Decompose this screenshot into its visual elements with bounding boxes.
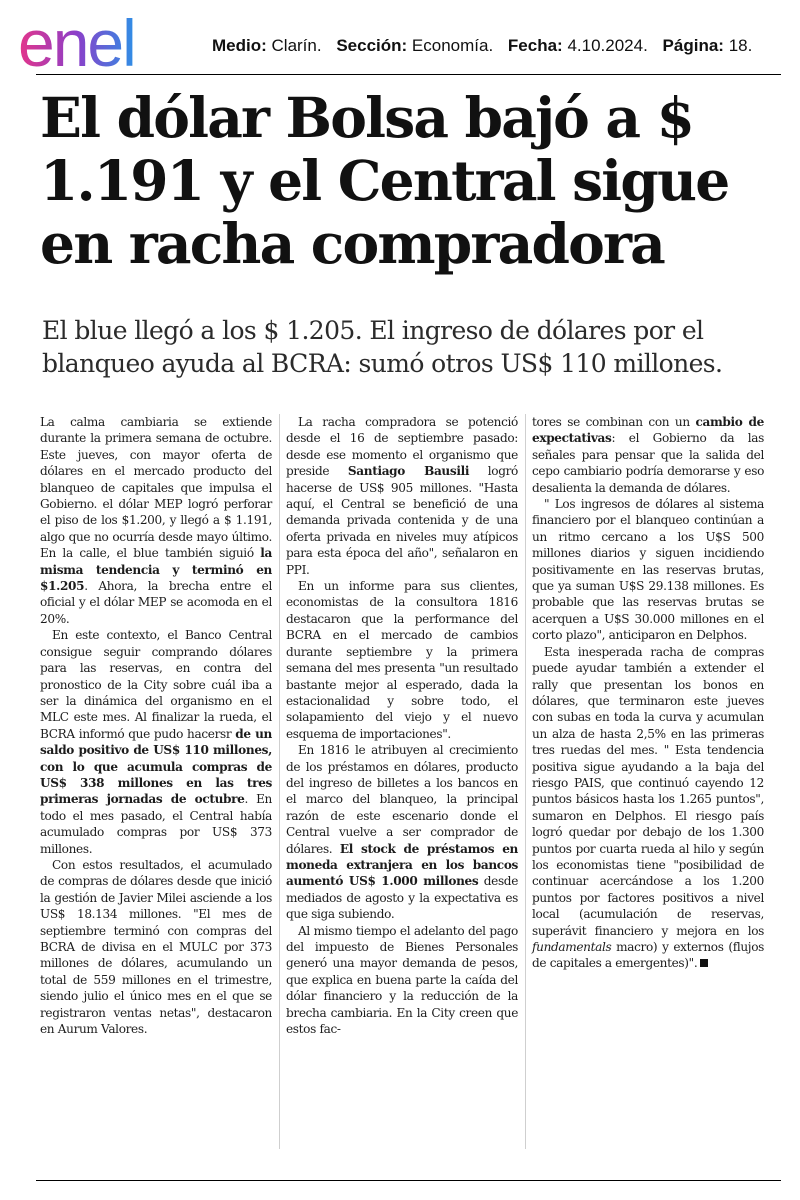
italic-text: fundamentals bbox=[532, 940, 612, 954]
paragraph bbox=[532, 414, 764, 496]
column-1 bbox=[40, 414, 272, 1037]
text-run: tores se combinan con un bbox=[532, 415, 696, 429]
bold-text: de un saldo positivo de US$ 110 millones, con lo que acumula compras de US$ 338 millones en las tres primeras jornadas de octubre bbox=[40, 726, 272, 807]
paragraph: Con estos resultados, el acumulado de compras de dólares desde que inició la gestión de Javier Milei asciende a los US$ 18.134 millones. "El mes de septiembre terminó con compras del BCRA de divisa en el MULC por 373 millones de dólares, acumulando un total de 559 millones en el trimestre, siendo julio el único mes en el que se registraron ventas netas", destacaron en Aurum Valores. bbox=[40, 857, 272, 1037]
pagina-label: Página: bbox=[662, 36, 724, 55]
paragraph: Al mismo tiempo el adelanto del pago del impuesto de Bienes Personales generó una mayor demanda de pesos, que explica en buena parte la caída del dólar financiero y la reducción de la brecha cambiaria. En la City creen que estos fac- bbox=[286, 923, 518, 1037]
medio-value: Clarín. bbox=[271, 36, 322, 55]
fecha-label: Fecha: bbox=[507, 36, 563, 55]
paragraph bbox=[286, 742, 518, 922]
text-run: logró hacerse de US$ 905 millones. "Hasta aquí, el Central se benefició de una demanda privada contenida y de una oferta privada en niveles muy atípicos para esta época del año", señalaron en PPI. bbox=[286, 464, 518, 577]
paragraph bbox=[286, 414, 518, 578]
text-run: La racha compradora se potenció desde el 16 de septiembre pasado: desde ese momento el organismo que preside bbox=[286, 415, 518, 479]
article-headline: El dólar Bolsa bajó a $ 1.191 y el Central sigue en racha compradora bbox=[40, 85, 729, 276]
bold-text: la misma tendencia y terminó en $1.205 bbox=[40, 546, 272, 594]
logo-text: enel bbox=[18, 8, 135, 74]
column-2 bbox=[286, 414, 518, 1037]
text-run: desde mediados de agosto y la expectativa es que siga subiendo. bbox=[286, 874, 519, 922]
text-run: macro) y externos (flujos de capitales a emergentes)". bbox=[532, 940, 764, 971]
paragraph: " Los ingresos de dólares al sistema financiero por el blanqueo continúan a un ritmo cercano a los U$S 500 millones diarios y siguen incidiendo positivamente en las reservas brutas, que ya suman U$S 29.138 millones. Es probable que las reservas brutas se acerquen a U$S 30.000 millones en el corto plazo", anticiparon en Delphos. bbox=[532, 497, 764, 643]
paragraph bbox=[40, 414, 272, 627]
paragraph bbox=[532, 644, 764, 972]
publication-meta bbox=[212, 36, 752, 56]
end-of-article-mark bbox=[700, 959, 708, 967]
text-run: . Ahora, la brecha entre el oficial y el dólar MEP se acomoda en el 20%. bbox=[40, 579, 272, 626]
seccion-value: Economía. bbox=[411, 36, 494, 55]
text-run: Esta inesperada racha de compras puede ayudar también a extender el rally que presentan los bonos en dólares, que terminaron este jueves con subas en toda la curva y acumulan un alza de hasta 2,5% en las primeras tres ruedas del mes. " Esta tendencia positiva sigue ayudando a la baja del riesgo PAIS, que continuó cayendo 12 puntos básicos hasta los 1.265 puntos", sumaron en Delphos. El riesgo país logró quedar por debajo de los 1.300 puntos por cuarta rueda al hilo y según los economistas tiene "posibilidad de continuar acercándose a los 1.200 puntos por factores positivos a nivel local (acumulación de reservas, superávit financiero y mejora en los bbox=[532, 644, 764, 938]
paragraph: En un informe para sus clientes, economistas de la consultora 1816 destacaron que la performance del BCRA en el mercado de cambios durante septiembre y la primera semana del mes presenta "un resultado bastante mejor al esperado, dada la estacionalidad y sobre todo, el solapamiento del viejo y el nuevo esquema de importaciones". bbox=[286, 579, 518, 741]
top-rule bbox=[36, 74, 781, 75]
page-header bbox=[16, 8, 786, 74]
column-3 bbox=[532, 414, 764, 972]
text-run: En 1816 le atribuyen al crecimiento de los préstamos en dólares, producto del ingreso de billetes a los bancos en el marco del blanqueo, la principal razón de este escenario donde el Central vuelve a ser comprador de dólares. bbox=[286, 743, 518, 856]
text-run: : el Gobierno da las señales para pensar que la salida del cepo cambiario podría demorarse y eso desalienta la demanda de dólares. bbox=[532, 431, 764, 495]
bold-text: Santiago Bausili bbox=[347, 464, 470, 479]
bold-text: cambio de expectativas bbox=[532, 415, 764, 446]
text-run: La calma cambiaria se extiende durante la primera semana de octubre. Este jueves, con mayor oferta de dólares en el mercado producto del blanqueo de capitales que impulsa el Gobierno. el dólar MEP logró perforar el piso de los $1.200, y llegó a $ 1.191, algo que no ocurría desde mayo último. En la calle, el blue también siguió bbox=[40, 415, 272, 561]
column-divider bbox=[525, 414, 526, 1149]
seccion-label: Sección: bbox=[336, 36, 408, 55]
bottom-rule bbox=[36, 1180, 781, 1181]
fecha-value: 4.10.2024. bbox=[567, 36, 648, 55]
article-subhead: El blue llegó a los $ 1.205. El ingreso de dólares por el blanqueo ayuda al BCRA: sumó otros US$ 110 millones. bbox=[42, 316, 723, 378]
article-body bbox=[40, 414, 764, 1149]
text-run: En este contexto, el Banco Central consigue seguir comprando dólares para las reservas, en contra del pronostico de la City sobre cuál iba a ser la dinámica del organismo en el MLC este mes. Al finalizar la rueda, el BCRA informó que pudo hacersr bbox=[40, 628, 272, 741]
pagina-value: 18. bbox=[728, 36, 753, 55]
text-run: . En todo el mes pasado, el Central había acumulado compras por US$ 373 millones. bbox=[40, 792, 272, 856]
medio-label: Medio: bbox=[212, 36, 267, 55]
column-divider bbox=[279, 414, 280, 1149]
paragraph bbox=[40, 627, 272, 857]
enel-logo bbox=[16, 8, 196, 74]
bold-text: El stock de préstamos en moneda extranjera en los bancos aumentó US$ 1.000 millones bbox=[286, 841, 518, 889]
